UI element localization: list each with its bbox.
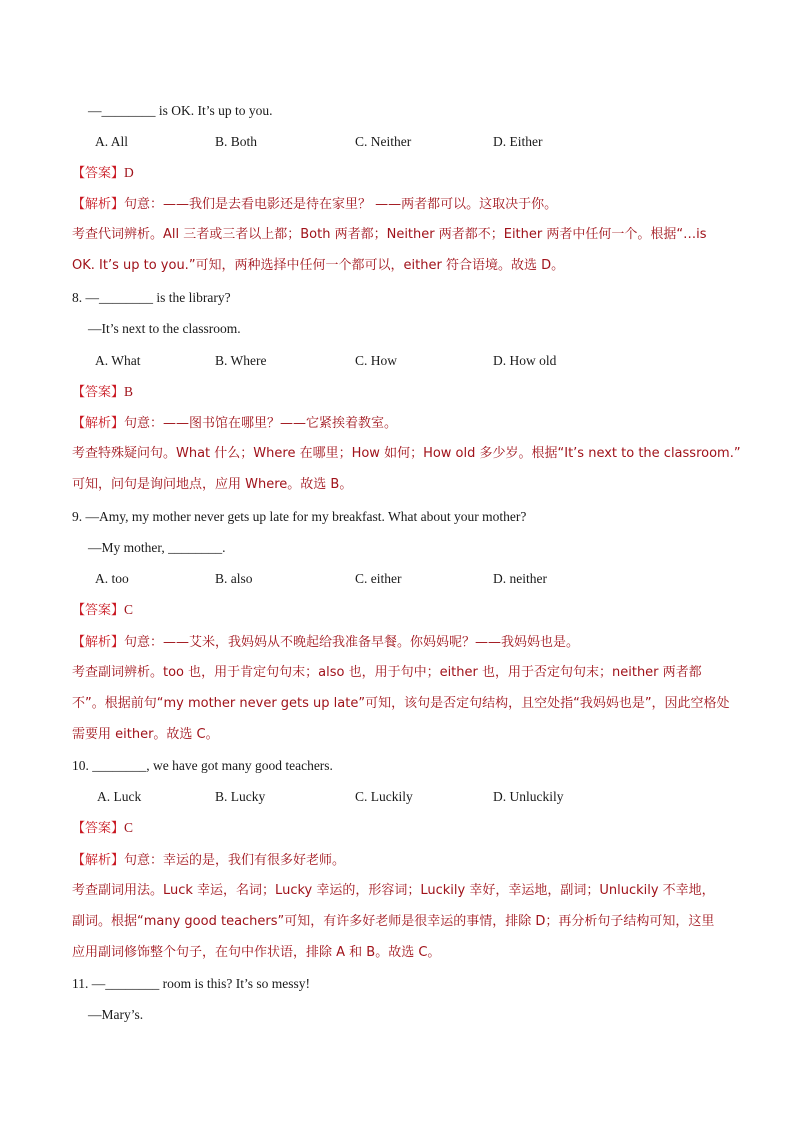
q10-option-d: D. Unluckily: [493, 789, 564, 804]
q11-question: 11. —________ room is this? It’s so messy!: [72, 976, 310, 991]
q10-option-b: B. Lucky: [215, 789, 266, 804]
q8-option-c: C. How: [355, 353, 398, 368]
answer-value: D: [124, 165, 134, 180]
q7-options: [95, 126, 755, 157]
q9-analysis-1: [72, 626, 732, 657]
q7-option-a: A. All: [95, 134, 129, 149]
q8-options: [95, 345, 755, 376]
analysis-text: 句意：——图书馆在哪里？——它紧挨着教室。: [124, 416, 398, 431]
q10-option-a: A. Luck: [97, 789, 142, 804]
q7-option-d: D. Either: [493, 134, 543, 149]
q10-option-c: C. Luckily: [355, 789, 413, 804]
analysis-tag: 【解析】: [72, 853, 125, 868]
q7-option-b: B. Both: [215, 134, 258, 149]
answer-value: C: [124, 820, 134, 835]
analysis-text: 句意：——我们是去看电影还是待在家里？ ——两者都可以。这取决于你。: [124, 197, 558, 212]
q10-analysis-2: 考查副词用法。Luck 幸运，名词；Lucky 幸运的，形容词；Luckily 幸好，幸运地，副词；Unluckily 不幸地，: [72, 883, 715, 898]
q7-answer: [72, 157, 732, 188]
q8-option-a: A. What: [95, 353, 141, 368]
q9-options: [95, 563, 755, 594]
q8-option-d: D. How old: [493, 353, 557, 368]
analysis-text: 句意：——艾米，我妈妈从不晚起给我准备早餐。你妈妈呢？——我妈妈也是。: [124, 635, 580, 650]
answer-tag: 【答案】: [72, 385, 125, 400]
q9-answer: [72, 594, 732, 625]
q9-analysis-4: 需要用 either。故选 C。: [72, 727, 219, 742]
analysis-text: 句意：幸运的是，我们有很多好老师。: [124, 853, 346, 868]
q8-answer: [72, 376, 732, 407]
analysis-tag: 【解析】: [72, 416, 125, 431]
q7-analysis-3: OK. It’s up to you.”可知，两种选择中任何一个都可以，either 符合语境。故选 D。: [72, 258, 565, 273]
q10-question: 10. ________, we have got many good teachers.: [72, 758, 333, 773]
q9-analysis-3: 不”。根据前句“my mother never gets up late”可知，该句是否定句结构，且空处指“我妈妈也是”，因此空格处: [72, 696, 730, 711]
analysis-tag: 【解析】: [72, 197, 125, 212]
q9-option-c: C. either: [355, 571, 402, 586]
q9-analysis-2: 考查副词辨析。too 也，用于肯定句句末；also 也，用于句中；either 也，用于否定句句末；neither 两者都: [72, 665, 702, 680]
q8-option-b: B. Where: [215, 353, 267, 368]
analysis-tag: 【解析】: [72, 635, 125, 650]
q7-option-c: C. Neither: [355, 134, 412, 149]
q8-analysis-1: [72, 407, 732, 438]
q8-reply: —It’s next to the classroom.: [88, 321, 241, 336]
q10-answer: [72, 812, 732, 843]
q8-analysis-3: 可知，问句是询问地点，应用 Where。故选 B。: [72, 477, 353, 492]
answer-tag: 【答案】: [72, 166, 125, 181]
answer-value: C: [124, 602, 134, 617]
q7-analysis-2: 考查代词辨析。All 三者或三者以上都；Both 两者都；Neither 两者都不；Either 两者中任何一个。根据“…is: [72, 227, 707, 242]
answer-value: B: [124, 384, 134, 399]
q9-option-d: D. neither: [493, 571, 547, 586]
q9-option-b: B. also: [215, 571, 253, 586]
q9-question: 9. —Amy, my mother never gets up late for my breakfast. What about your mother?: [72, 509, 527, 524]
q9-option-a: A. too: [95, 571, 129, 586]
q10-options: [95, 781, 755, 812]
q8-question: 8. —________ is the library?: [72, 290, 231, 305]
q7-analysis-1: [72, 188, 732, 219]
q9-reply: —My mother, ________.: [88, 540, 226, 555]
q7-reply: —________ is OK. It’s up to you.: [88, 103, 273, 118]
answer-tag: 【答案】: [72, 821, 125, 836]
q11-reply: —Mary’s.: [88, 1007, 144, 1022]
q10-analysis-4: 应用副词修饰整个句子，在句中作状语，排除 A 和 B。故选 C。: [72, 945, 441, 960]
answer-tag: 【答案】: [72, 603, 125, 618]
q10-analysis-1: [72, 844, 732, 875]
q8-analysis-2: 考查特殊疑问句。What 什么；Where 在哪里；How 如何；How old 多少岁。根据“It’s next to the classroom.”: [72, 446, 741, 461]
q10-analysis-3: 副词。根据“many good teachers”可知，有许多好老师是很幸运的事情，排除 D；再分析句子结构可知，这里: [72, 914, 715, 929]
